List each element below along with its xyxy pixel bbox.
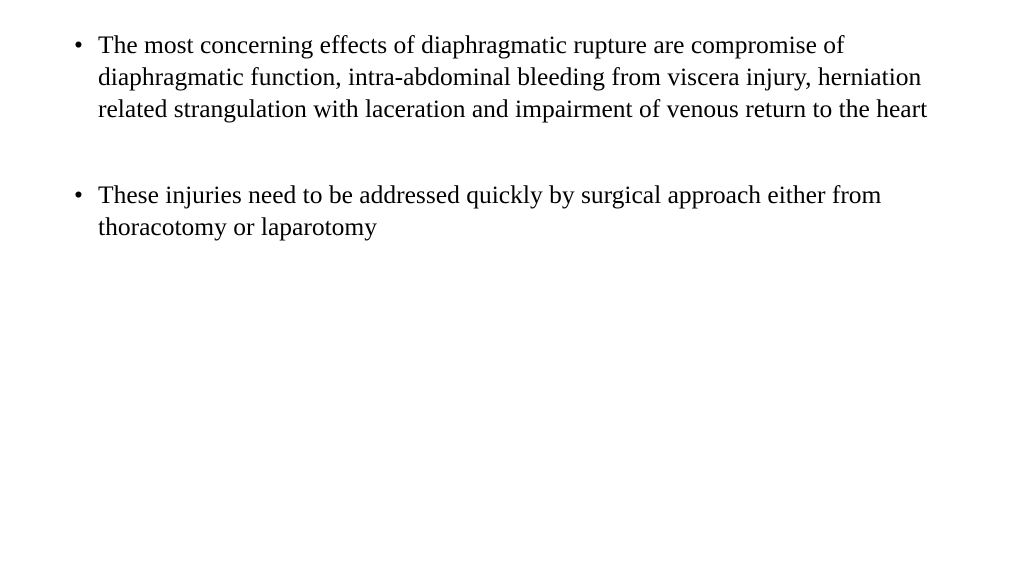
bullet-list	[70, 29, 950, 297]
bullet-marker: •	[74, 180, 83, 209]
bullet-text: These injuries need to be addressed quickly by surgical approach either from thoracotomy or laparotomy	[98, 180, 882, 241]
bullet-marker: •	[74, 30, 83, 59]
bullet-item-treatment	[70, 179, 950, 243]
bullet-item-effects	[70, 29, 950, 125]
bullet-text: The most concerning effects of diaphragmatic rupture are compromise of diaphragmatic function, intra-abdominal bleeding from viscera injury, herniation related strangulation with laceration and impairment of venous return to the heart	[98, 30, 928, 123]
